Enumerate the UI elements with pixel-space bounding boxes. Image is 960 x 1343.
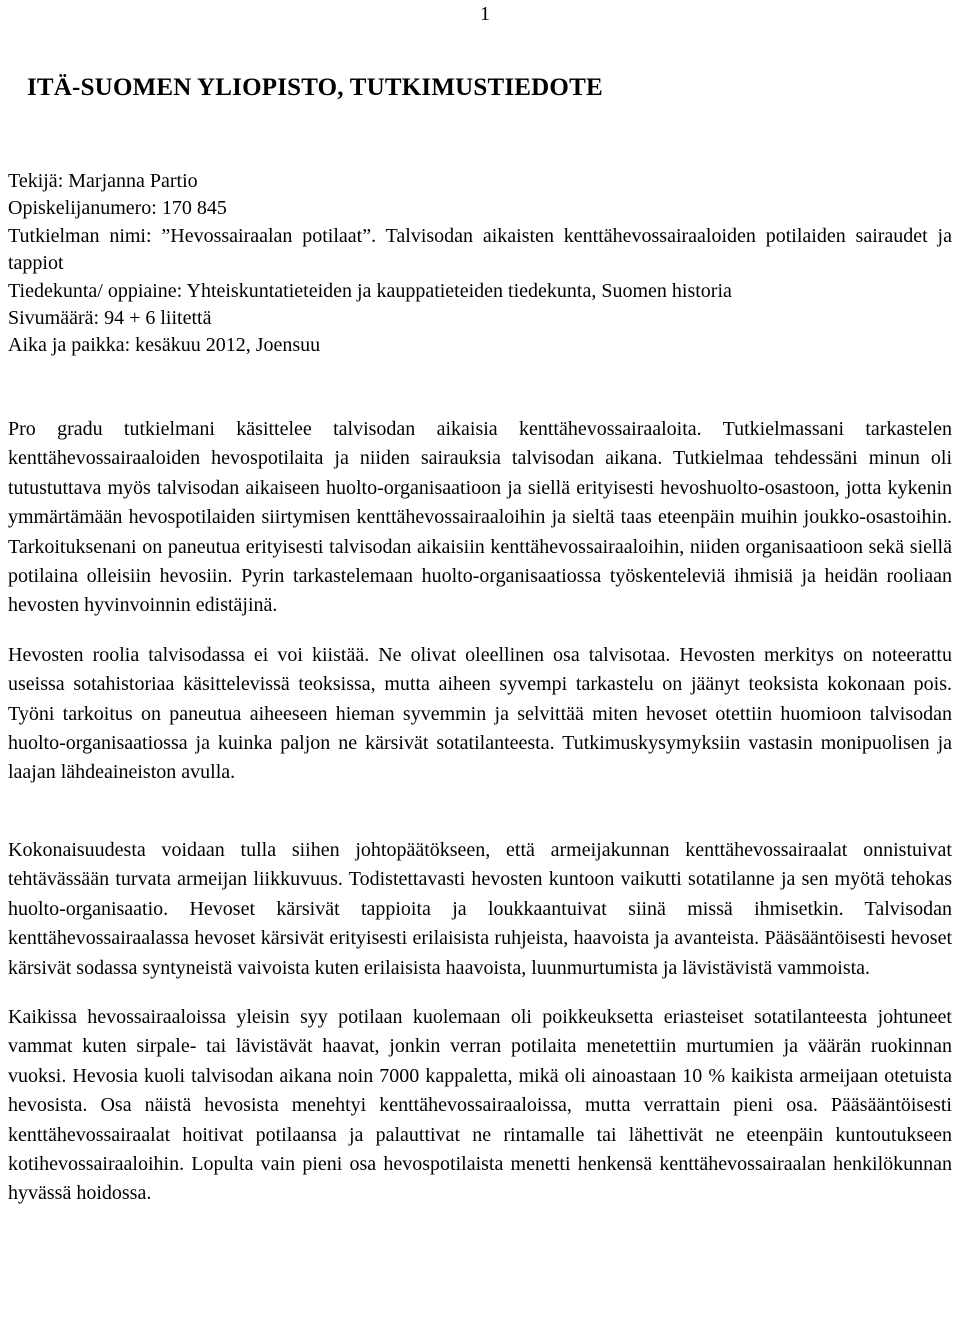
abstract-paragraph: Kaikissa hevossairaaloissa yleisin syy potilaan kuolemaan oli poikkeuksetta eriasteiset sotatilanteesta johtuneet vammat kuten sirpale- tai lävistävät haavat, jonkin verran potilaita menetettiin murtumien ja väärän ruokinnan vuoksi. Hevosia kuoli talvisodan aikana noin 7000 kappaletta, mikä oli ainoastaan 10 % kaikista armeijaan otetuista hevosista. Osa näistä hevosista menehtyi kenttähevossairaaloissa, mutta verrattain pieni osa. Pääsääntöisesti kenttähevossairaalat hoitivat potilaansa ja palauttivat ne rintamalle tai lähettivät ne eteenpäin kuntoutukseen kotihevossairaaloihin. Lopulta vain pieni osa hevospotilaista menetti henkensä kenttähevossairaalan henkilökunnan hyvässä hoidossa. bbox=[8, 1005, 952, 1205]
page-count-line: Sivumäärä: 94 + 6 liitettä bbox=[8, 307, 212, 330]
metadata-block bbox=[8, 168, 952, 360]
page-number: 1 bbox=[480, 3, 490, 25]
abstract-paragraph: Hevosten roolia talvisodassa ei voi kiistää. Ne olivat oleellinen osa talvisotaa. Hevosten merkitys on noteerattu useissa sotahistoriaa käsittelevissä teoksissa, mutta aiheen syvempi tarkastelu on jäänyt teoksista kokonaan pois. Työni tarkoitus on paneutua aiheeseen hieman syvemmin ja selvittää miten hevoset otettiin huomioon talvisodan huolto-organisaatiossa ja kuinka paljon ne kärsivät sotatilanteesta. Tutkimuskysymyksiin vastasin monipuolisen ja laajan lähdeaineiston avulla. bbox=[8, 643, 952, 784]
abstract-paragraph: Kokonaisuudesta voidaan tulla siihen johtopäätökseen, että armeijakunnan kenttähevossairaalat onnistuivat tehtävässään turvata armeijan liikkuvuus. Todistettavasti hevosten kuntoon vaikutti sotatilanne ja sen myötä tehokas huolto-organisaatio. Hevoset kärsivät tappioita ja loukkaantuivat siinä missä ihmisetkin. Talvisodan kenttähevossairaalassa hevoset kärsivät erityisesti erilaisista ruhjeista, haavoista ja avanteista. Pääsääntöisesti hevoset kärsivät sodassa syntyneistä vaivoista kuten erilaisista haavoista, luunmurtumista ja lävistävistä vammoista. bbox=[8, 838, 952, 979]
document-title: ITÄ-SUOMEN YLIOPISTO, TUTKIMUSTIEDOTE bbox=[27, 74, 603, 101]
time-place-line: Aika ja paikka: kesäkuu 2012, Joensuu bbox=[8, 334, 321, 357]
abstract-paragraph: Pro gradu tutkielmani käsittelee talvisodan aikaisia kenttähevossairaaloita. Tutkielmassani tarkastelen kenttähevossairaaloiden hevospotilaita ja niiden sairauksia talvisodan aikana. Tutkielmaa tehdessäni minun oli tutustuttava myös talvisodan aikaiseen huolto-organisaatioon ja siellä erityisesti hevoshuolto-osastoon, jotta kykenin ymmärtämään hevospotilaiden siirtymisen kenttähevossairaaloihin ja sieltä taas eteenpäin muihin joukko-osastoihin. Tarkoituksenani on paneutua erityisesti talvisodan aikaisiin kenttähevossairaaloihin, niiden organisaatioon sekä siellä potilaina olleisiin hevosiin. Pyrin tarkastelemaan huolto-organisaatiossa työskenteleviä ihmisiä ja heidän rooliaan hevosten hyvinvoinnin edistäjinä. bbox=[8, 418, 952, 617]
thesis-name-line: Tutkielman nimi: ”Hevossairaalan potilaat”. Talvisodan aikaisten kenttähevossairaaloiden potilaiden sairaudet ja tappiot bbox=[8, 224, 952, 275]
author-line: Tekijä: Marjanna Partio bbox=[8, 170, 198, 192]
faculty-line: Tiedekunta/ oppiaine: Yhteiskuntatieteiden ja kauppatieteiden tiedekunta, Suomen historia bbox=[8, 279, 732, 302]
student-number-line: Opiskelijanumero: 170 845 bbox=[8, 197, 227, 220]
abstract-body bbox=[8, 415, 952, 1209]
